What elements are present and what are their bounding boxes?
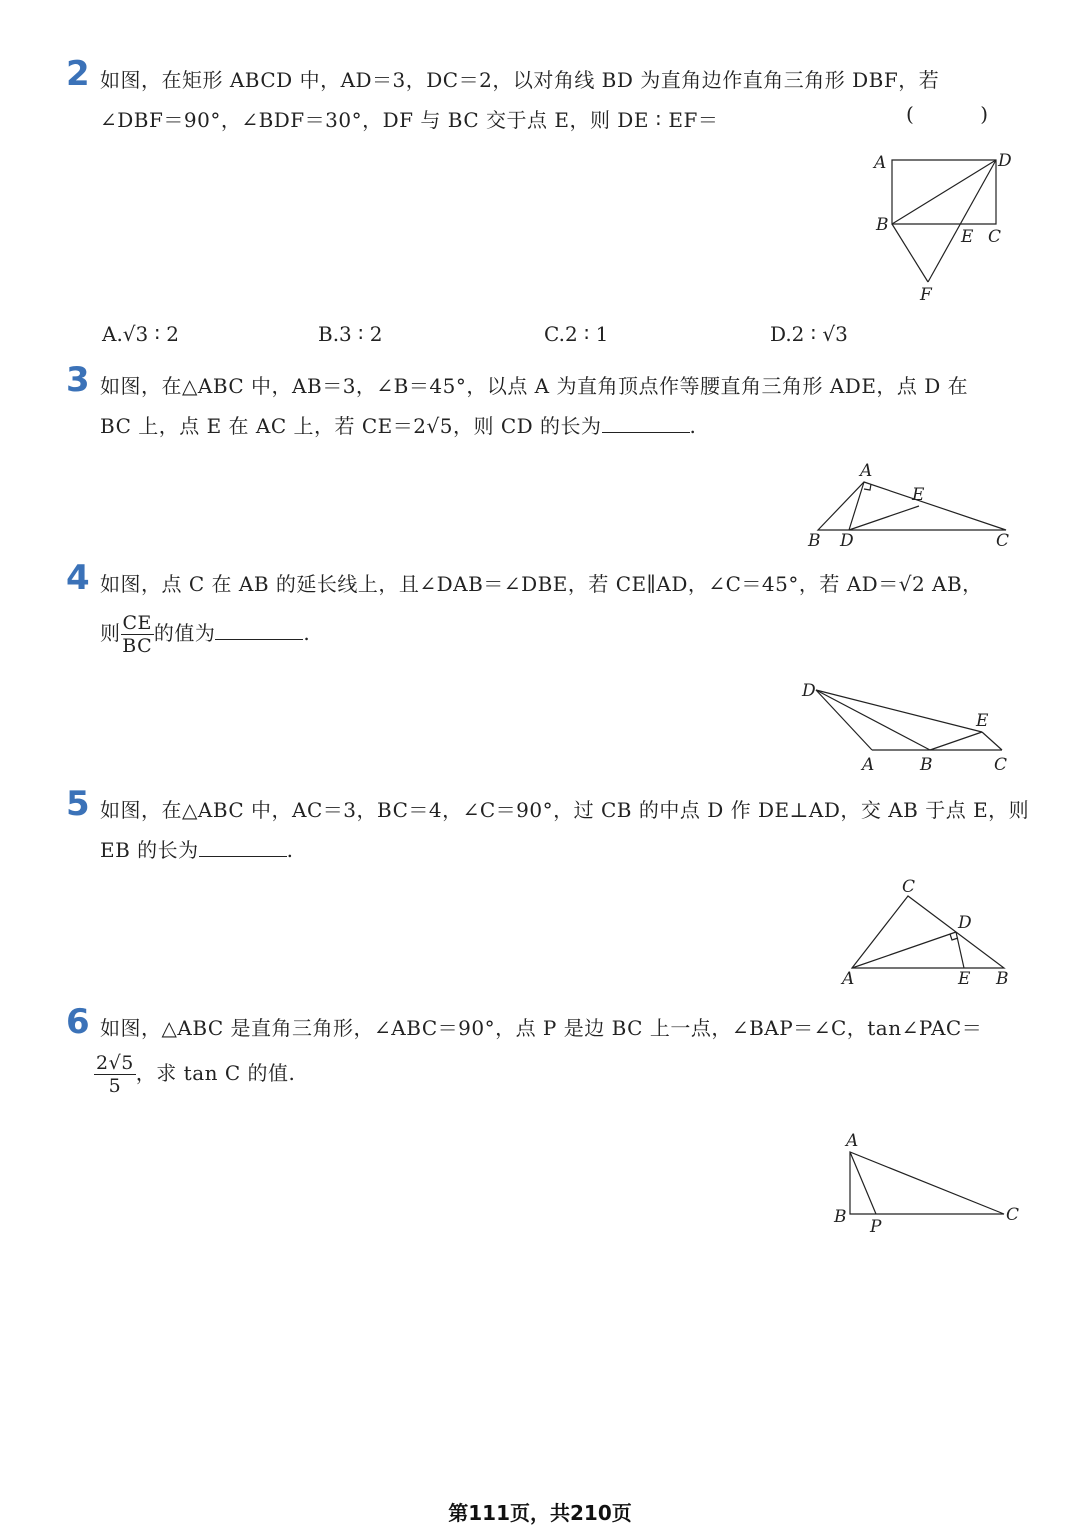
fraction-denominator: 5 — [108, 1075, 122, 1097]
problem-line — [100, 830, 1026, 870]
label-c: C — [994, 755, 1008, 775]
label-c: C — [902, 877, 916, 897]
answer-blank[interactable] — [215, 621, 303, 640]
label-e: E — [976, 711, 989, 731]
label-a: A — [846, 1131, 859, 1151]
label-e: E — [961, 227, 974, 247]
choice-b[interactable]: B.3 ∶ 2 — [318, 322, 383, 346]
line-suffix: ，求 tan C 的值. — [135, 1061, 296, 1085]
label-f: F — [920, 285, 932, 305]
problem-text — [100, 60, 1026, 140]
label-a: A — [862, 755, 875, 775]
label-a: A — [874, 153, 887, 173]
problem-line: ∠DBF＝90°，∠BDF＝30°，DF 与 BC 交于点 E，则 DE ∶ EF＝ — [100, 108, 719, 132]
problem-text — [100, 366, 1026, 446]
problem-line — [100, 612, 1026, 657]
problem-line — [94, 1052, 1026, 1097]
problem-3 — [66, 360, 1026, 556]
label-p: P — [870, 1217, 882, 1237]
problem-line: 如图，△ABC 是直角三角形，∠ABC＝90°，点 P 是边 BC 上一点，∠BAP＝∠C，tan∠PAC＝ — [100, 1016, 983, 1040]
fraction-denominator: BC — [122, 635, 153, 657]
problem-line-text: BC 上，点 E 在 AC 上，若 CE＝2√5，则 CD 的长为 — [100, 414, 602, 438]
label-c: C — [1006, 1205, 1020, 1225]
choice-d[interactable]: D.2 ∶ √3 — [770, 322, 848, 346]
figure-triangle-abc — [804, 460, 1024, 554]
line-end: . — [303, 621, 311, 645]
label-b: B — [808, 531, 821, 551]
label-e: E — [958, 969, 971, 989]
label-e: E — [912, 485, 925, 505]
problem-number: 3 — [66, 360, 90, 400]
label-c: C — [996, 531, 1010, 551]
line-suffix: 的值为 — [153, 621, 216, 645]
figure-rectangle-abcd — [866, 150, 1026, 314]
problem-4 — [66, 558, 1026, 775]
figure-right-triangle-abc — [832, 1126, 1032, 1240]
figure-adbec — [800, 678, 1050, 782]
problem-number: 5 — [66, 784, 90, 824]
problem-number: 4 — [66, 558, 90, 598]
problem-text — [96, 1008, 1026, 1097]
answer-blank[interactable] — [199, 838, 287, 857]
problem-line: 如图，在矩形 ABCD 中，AD＝3，DC＝2，以对角线 BD 为直角边作直角三角形 DBF，若 — [100, 68, 940, 92]
problem-text — [100, 564, 1026, 657]
label-b: B — [876, 215, 889, 235]
problem-line: 如图，在△ABC 中，AC＝3，BC＝4，∠C＝90°，过 CB 的中点 D 作 DE⊥AD，交 AB 于点 E，则 — [100, 798, 1030, 822]
label-c: C — [988, 227, 1002, 247]
fraction — [121, 612, 154, 657]
problem-line: 如图，点 C 在 AB 的延长线上，且∠DAB＝∠DBE，若 CE∥AD，∠C＝45°，若 AD＝√2 AB， — [100, 572, 983, 596]
label-d: D — [958, 913, 972, 933]
label-b: B — [834, 1207, 847, 1227]
problem-line: 如图，在△ABC 中，AB＝3，∠B＝45°，以点 A 为直角顶点作等腰直角三角形 ADE，点 D 在 — [100, 374, 969, 398]
line-end: . — [286, 838, 294, 862]
problem-5 — [66, 784, 1030, 1000]
problem-line-text: EB 的长为 — [100, 838, 199, 862]
label-a: A — [842, 969, 855, 989]
problem-number: 2 — [66, 54, 90, 94]
label-d: D — [998, 151, 1012, 171]
choice-a[interactable]: A.√3 ∶ 2 — [102, 322, 179, 346]
figure-triangle-acb — [838, 878, 1018, 992]
problem-2 — [66, 54, 1026, 360]
problem-6 — [66, 1002, 1026, 1238]
choice-c[interactable]: C.2 ∶ 1 — [544, 322, 609, 346]
line-end: . — [689, 414, 697, 438]
problem-text — [100, 790, 1030, 870]
line-prefix: 则 — [100, 621, 121, 645]
fraction — [94, 1052, 136, 1097]
answer-bracket: ( ) — [906, 102, 1018, 126]
page-footer: 第111页，共210页 — [448, 1501, 632, 1525]
problem-line — [100, 406, 1026, 446]
label-d: D — [840, 531, 854, 551]
problem-number: 6 — [66, 1002, 90, 1042]
label-b: B — [920, 755, 933, 775]
fraction-numerator: CE — [122, 612, 152, 634]
label-b: B — [996, 969, 1009, 989]
answer-blank[interactable] — [602, 414, 690, 433]
label-a: A — [860, 461, 873, 481]
label-d: D — [802, 681, 816, 701]
fraction-numerator: 2√5 — [96, 1052, 134, 1074]
